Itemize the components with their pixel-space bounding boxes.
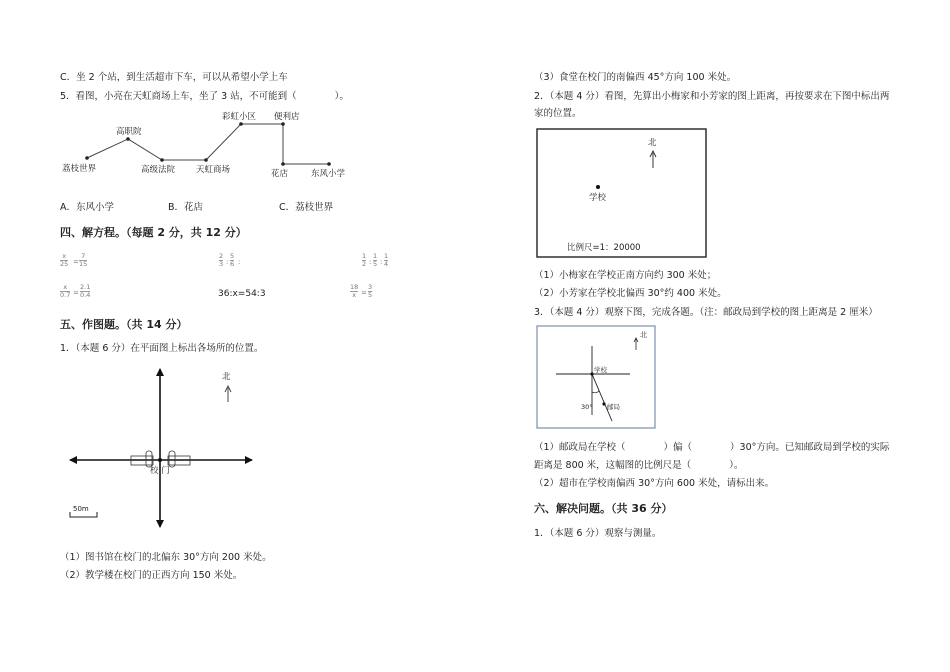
station-tianhong: 天虹商场 (196, 165, 231, 175)
station-huadian: 花店 (271, 169, 289, 179)
q3-item1: （1）邮政局在学校（ ）偏（ ）30°方向。已知邮政局到学校的实际 (534, 442, 890, 453)
station-caihong: 彩虹小区 (222, 112, 257, 122)
q2-school-label: 学校 (589, 193, 607, 203)
q3-post-label: 邮局 (607, 403, 620, 411)
q3-north-label: 北 (640, 331, 647, 339)
eq5: 36:x=54:3 (218, 289, 266, 299)
station-lizhi: 荔枝世界 (62, 164, 97, 174)
section6-title: 六、解决问题。（共 36 分） (534, 502, 673, 515)
station-dongfeng: 东风小学 (311, 169, 346, 179)
q2-stem: 2．（本题 4 分）看图，先算出小梅家和小芳家的图上距离，再按要求在下图中标出两 (534, 91, 890, 102)
eq3-frac-b: $\frac{1}{5}$ (373, 252, 378, 268)
section5-q1-stem: 1．（本题 6 分）在平面图上标出各场所的位置。 (60, 343, 264, 354)
station-gaojifayuan: 高级法院 (141, 165, 176, 175)
eq3-frac-a: $\frac{1}{2}$ (362, 252, 367, 268)
q5-stem: 5．看图，小亮在天虹商场上车，坐了 3 站，不可能到（ ）。 (60, 91, 349, 102)
q2-north-label: 北 (648, 138, 657, 148)
section5-item1: （1）图书馆在校门的北偏东 30°方向 200 米处。 (60, 552, 272, 563)
q3-stem: 3．（本题 4 分）观察下图，完成各题。（注：邮政局到学校的图上距离是 2 厘米） (534, 307, 878, 318)
q4-option-c: C．坐 2 个站，到生活超市下车，可以从希望小学上车 (60, 72, 288, 83)
q5-option-b: B．花店 (168, 202, 204, 213)
eq2-frac-a: $\frac{2}{3}$ (219, 252, 224, 268)
eq1-frac-left: $\frac{x}{25}$ (60, 252, 69, 268)
q5-option-a: A．东风小学 (60, 202, 114, 213)
eq4-frac-left: $\frac{x}{0.7}$ (60, 283, 71, 299)
q5-option-c: C．荔枝世界 (279, 202, 334, 213)
eq6-frac-left: $\frac{18}{x}$ (350, 283, 359, 299)
q2-stem-cont: 家的位置。 (534, 108, 582, 119)
q3-item1-cont: 距离是 800 米，这幅图的比例尺是（ ）。 (534, 460, 744, 471)
q2-item2: （2）小芳家在学校北偏西 30°约 400 米处。 (534, 288, 727, 299)
eq2-frac-b: $\frac{5}{6}$ (230, 252, 235, 268)
q3-angle-label: 30° (581, 403, 593, 411)
q3-item2: （2）超市在学校南偏西 30°方向 600 米处，请标出来。 (534, 478, 775, 489)
section5-item2: （2）教学楼在校门的正西方向 150 米处。 (60, 570, 243, 581)
station-bianlidian: 便利店 (274, 112, 300, 122)
section5-title: 五、作图题。（共 14 分） (60, 318, 188, 331)
right-item3: （3）食堂在校门的南偏西 45°方向 100 米处。 (534, 72, 737, 83)
section4-title: 四、解方程。（每题 2 分，共 12 分） (60, 226, 247, 239)
q2-scale-label: 比例尺=1：20000 (567, 243, 641, 253)
station-gaozhiyuan: 高职院 (116, 127, 142, 137)
section6-q1-stem: 1．（本题 6 分）观察与测量。 (534, 528, 662, 539)
eq6-frac-right: $\frac{3}{5}$ (368, 283, 373, 299)
q3-school-label: 学校 (594, 366, 607, 374)
eq1-frac-right: $\frac{7}{15}$ (79, 252, 88, 268)
plan-north-label: 北 (222, 372, 231, 382)
gate-label: 校 门 (150, 466, 170, 476)
eq4-frac-right: $\frac{2.1}{0.4}$ (80, 283, 91, 299)
plan-scale-label: 50m (73, 505, 89, 513)
q2-item1: （1）小梅家在学校正南方向约 300 米处； (534, 270, 717, 281)
eq3-frac-c: $\frac{1}{4}$ (384, 252, 389, 268)
